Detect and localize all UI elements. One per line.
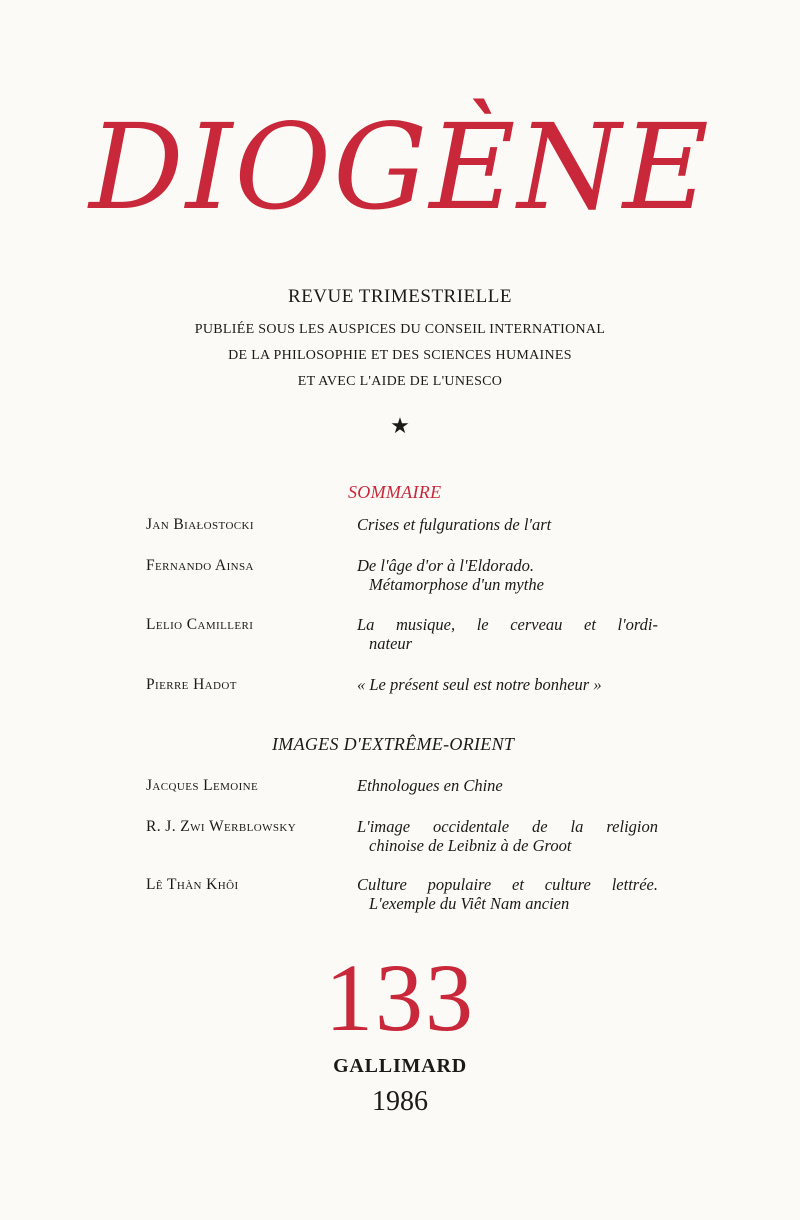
title-werblowsky [357, 817, 658, 855]
title-continuation: nateur [369, 634, 413, 653]
auspices-line-3: ET AVEC L'AIDE DE L'UNESCO [297, 374, 503, 389]
contents-heading: SOMMAIRE [348, 482, 442, 502]
author-lemoine: Jacques Lemoine [146, 777, 259, 794]
title-text: La musique, le cerveau et l'ordi- [357, 615, 658, 634]
title-text: Ethnologues en Chine [357, 776, 503, 795]
title-hadot [357, 675, 658, 694]
masthead-title: DIOGÈNE [89, 98, 711, 236]
author-camilleri: Lelio Camilleri [146, 616, 254, 633]
issue-number: 133 [325, 944, 475, 1051]
title-text: Crises et fulgurations de l'art [357, 515, 552, 534]
title-text: « Le présent seul est notre bonheur » [357, 675, 602, 694]
title-camilleri [357, 615, 658, 653]
author-le-than-khoi: Lê Thàn Khôi [146, 876, 239, 893]
subtitle: REVUE TRIMESTRIELLE [288, 286, 512, 307]
auspices-line-1: PUBLIÉE SOUS LES AUSPICES DU CONSEIL INTERNATIONAL [194, 322, 606, 337]
author-ainsa: Fernando Ainsa [146, 557, 254, 574]
title-bialostocki [357, 515, 658, 534]
title-text: L'image occidentale de la religion [357, 817, 658, 836]
auspices-line-2: DE LA PHILOSOPHIE ET DES SCIENCES HUMAINES [228, 348, 572, 363]
author-hadot: Pierre Hadot [146, 676, 237, 693]
title-le-than-khoi [357, 875, 658, 913]
author-werblowsky: R. J. Zwi Werblowsky [146, 818, 297, 835]
section-heading-extreme-orient: IMAGES D'EXTRÊME-ORIENT [272, 734, 515, 754]
title-text: Culture populaire et culture lettrée. [357, 875, 658, 894]
star-icon: ★ [390, 413, 410, 438]
title-text: De l'âge d'or à l'Eldorado. [357, 556, 534, 575]
title-ainsa [357, 556, 658, 594]
publication-year: 1986 [372, 1086, 428, 1117]
title-continuation: Métamorphose d'un mythe [369, 575, 544, 594]
title-continuation: chinoise de Leibniz à de Groot [369, 836, 572, 855]
title-continuation: L'exemple du Viêt Nam ancien [369, 894, 570, 913]
publisher-name: GALLIMARD [333, 1055, 467, 1077]
title-lemoine [357, 776, 658, 795]
author-bialostocki: Jan Białostocki [146, 516, 254, 533]
